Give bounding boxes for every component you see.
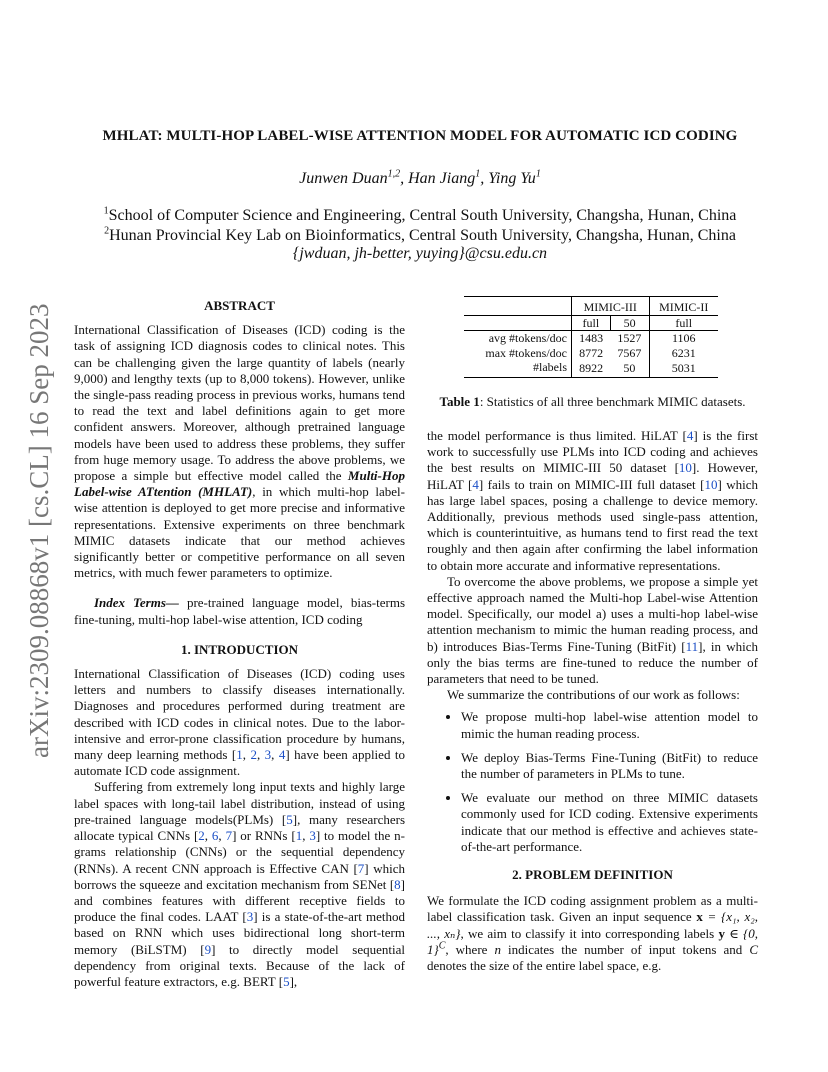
problem-text: , we aim to classify it into corresponding labels bbox=[460, 925, 719, 941]
author-list bbox=[50, 170, 790, 188]
affiliation-sup: 1 bbox=[103, 205, 109, 217]
y-set: ∈ {0, 1} bbox=[427, 925, 758, 957]
table-cell: 6231 bbox=[649, 346, 718, 361]
affiliation-2 bbox=[50, 226, 790, 246]
abstract-text-before: International Classification of Diseases (ICD) coding is the task of assigning ICD diagnosis codes to clinical notes. This can be challenging given the large quantity of labels (nearly 9,000) and lengthy texts (up to 8,000 tokens). However, unlike the single-pass reading process in previous works, humans tend to read the text and label definitions again to get more confident answers. Moreover, although pretrained language models have been used to address these problems, they suffer from huge memory usage. To address the above problems, we propose a simple but effective model called the bbox=[74, 322, 405, 484]
left-column bbox=[74, 298, 405, 990]
index-terms bbox=[74, 595, 405, 627]
var-y: y bbox=[718, 925, 725, 941]
affiliation-text: School of Computer Science and Engineering, Central South University, Changsha, Hunan, China bbox=[108, 207, 737, 224]
table-row-label: #labels bbox=[533, 360, 568, 374]
table-corner-cell bbox=[464, 315, 572, 331]
author-affil-sup: 1 bbox=[475, 168, 481, 180]
stats-table-wrap bbox=[464, 296, 718, 378]
list-item: • We deploy Bias-Terms Fine-Tuning (BitFit) to reduce the number of parameters in PLMs to tune. bbox=[461, 750, 758, 782]
abstract-body bbox=[74, 322, 405, 581]
table-subheader-row bbox=[464, 315, 718, 331]
table-group-header: MIMIC-II bbox=[649, 297, 718, 316]
author-sep: , bbox=[400, 170, 409, 187]
author-name: Junwen Duan bbox=[299, 170, 388, 187]
arxiv-stamp bbox=[18, 290, 58, 760]
abstract-text-after: , in which multi-hop label-wise attention is deployed to get more precise and informative representations. Extensive experiments on three benchmark MIMIC datasets indicate that our method achieves significantly better or competitive performance on all seven metrics, with much fewer parameters to optimize. bbox=[74, 484, 405, 581]
table-cell: 7567 bbox=[617, 345, 642, 360]
author-affil-sup: 1,2 bbox=[387, 168, 401, 180]
list-item: • We evaluate our method on three MIMIC datasets commonly used for ICD coding. Extensive experiments indicate that our method is effective and achieves state-of-the-art performance. bbox=[461, 790, 758, 855]
table-cell: 1483 bbox=[572, 331, 611, 346]
table-row bbox=[464, 331, 718, 346]
table-cell: 50 bbox=[623, 361, 636, 375]
var-x: x bbox=[696, 909, 703, 925]
affiliation-sup: 2 bbox=[104, 225, 110, 237]
intro-paragraph-3: the model performance is thus limited. HiLAT [4] is the first work to successfully use PLMs into ICD coding and achieves the best results on MIMIC-III 50 dataset [10]. However, HiLAT [4] fails to train on MIMIC-III full dataset [10] which has large label spaces, posing a challenge to device memory. Additionally, previous methods used single-pass attention, which is counterintuitive, as humans tend to first read the text roughly and then again after confirming the label information to obtain more accurate and informative representations. bbox=[427, 428, 758, 573]
table-row-label: max #tokens/doc bbox=[485, 345, 568, 360]
intro-paragraph-1: International Classification of Diseases (ICD) coding uses letters and numbers to classify diseases internationally. Diagnoses and procedures performed during treatment are described with ICD codes in clinical notes. Due to the labor-intensive and error-prone classification procedure by humans, many deep learning methods [1, 2, 3, 4] have been applied to automate ICD code assignment. bbox=[74, 666, 406, 779]
index-terms-text: pre-trained language model, bias-terms fine-tuning, multi-hop label-wise attention, ICD coding bbox=[74, 595, 406, 627]
arxiv-stamp-svg bbox=[18, 290, 58, 760]
author-name: Han Jiang bbox=[408, 170, 476, 187]
table-caption-label: Table 1 bbox=[439, 394, 480, 409]
table-caption-text: : Statistics of all three benchmark MIMIC datasets. bbox=[479, 394, 746, 409]
problem-text: We formulate the ICD coding assignment problem as a multi-label classification task. Given an input sequence bbox=[427, 893, 758, 925]
intro-heading: 1. INTRODUCTION bbox=[180, 641, 298, 657]
problem-text: indicates the number of input tokens and bbox=[500, 941, 750, 957]
table-subheader: full bbox=[649, 315, 718, 331]
abstract-heading: ABSTRACT bbox=[204, 298, 275, 313]
table-corner-cell bbox=[464, 297, 572, 316]
table-cell: 8922 bbox=[572, 360, 611, 377]
contributions-list bbox=[427, 709, 758, 855]
list-item: • We propose multi-hop label-wise attention model to mimic the human reading process. bbox=[461, 709, 758, 741]
index-terms-label: Index Terms— bbox=[94, 595, 179, 611]
table-caption bbox=[427, 394, 758, 410]
table-group-header: MIMIC-III bbox=[572, 297, 650, 316]
table-group-header-row bbox=[464, 297, 718, 316]
stats-table bbox=[464, 296, 718, 378]
table-subheader: 50 bbox=[610, 315, 649, 331]
table-subheader: full bbox=[572, 315, 611, 331]
abstract-model-name: Multi-Hop Label-wise ATtention (MHLAT) bbox=[74, 468, 405, 500]
var-c: C bbox=[749, 941, 759, 957]
author-name: Ying Yu bbox=[488, 170, 536, 187]
author-affil-sup: 1 bbox=[535, 168, 541, 180]
author-emails: {jwduan, jh-better, yuying}@csu.edu.cn bbox=[292, 245, 548, 262]
intro-paragraph-5: We summarize the contributions of our work as follows: bbox=[447, 687, 740, 703]
author-sep: , bbox=[480, 170, 489, 187]
problem-paragraph bbox=[427, 893, 758, 974]
table-row bbox=[464, 360, 718, 377]
problem-text: , where bbox=[445, 941, 495, 957]
problem-text: denotes the size of the entire label space, e.g. bbox=[427, 958, 662, 974]
affiliation-text: Hunan Provincial Key Lab on Bioinformatics, Central South University, Changsha, Hunan, China bbox=[109, 227, 736, 244]
problem-heading: 2. PROBLEM DEFINITION bbox=[512, 867, 673, 883]
table-cell: 8772 bbox=[572, 346, 611, 361]
table-cell: 1106 bbox=[649, 331, 718, 346]
paper-title: MHLAT: MULTI-HOP LABEL-WISE ATTENTION MODEL FOR AUTOMATIC ICD CODING bbox=[102, 128, 738, 144]
intro-paragraph-4: To overcome the above problems, we propose a simple yet effective approach named the Multi-hop Label-wise Attention model. Specifically, our model a) uses a multi-hop label-wise attention mechanism to mimic the human reading process, and b) introduces Bias-Terms Fine-Tuning (BitFit) [11], in which only the bias terms are fine-tuned to reduce the number of parameters that need to be tuned. bbox=[427, 573, 758, 687]
arxiv-stamp-text: arXiv:2309.08868v1 [cs.CL] 16 Sep 2023 bbox=[24, 303, 54, 758]
table-row-label: avg #tokens/doc bbox=[488, 331, 568, 345]
table-row bbox=[464, 346, 718, 361]
right-column bbox=[427, 428, 758, 974]
affiliation-1 bbox=[50, 206, 790, 226]
y-sup: C bbox=[438, 940, 446, 952]
x-set: = {x₁, x₂, ..., xₙ} bbox=[427, 909, 758, 941]
intro-paragraph-2: Suffering from extremely long input texts and highly large label spaces with long-tail label distribution, instead of using pre-trained language models(PLMs) [5], many researchers allocate typical CNNs [2, 6, 7] or RNNs [1, 3] to model the n-grams relationship (CNNs) or the sequential dependency (RNNs). A recent CNN approach is Effective CAN [7] which borrows the squeeze and excitation mechanism from SENet [8] and combines features with different receptive fields to produce the final codes. LAAT [3] is a state-of-the-art method based on RNN which uses bidirectional long short-term memory (BiLSTM) [9] to directly model sequential dependency from original texts. Because of the lack of powerful feature extractors, e.g. BERT [5], bbox=[74, 779, 406, 989]
var-n: n bbox=[494, 941, 501, 957]
table-cell: 1527 bbox=[617, 331, 642, 345]
table-cell: 5031 bbox=[649, 360, 718, 377]
